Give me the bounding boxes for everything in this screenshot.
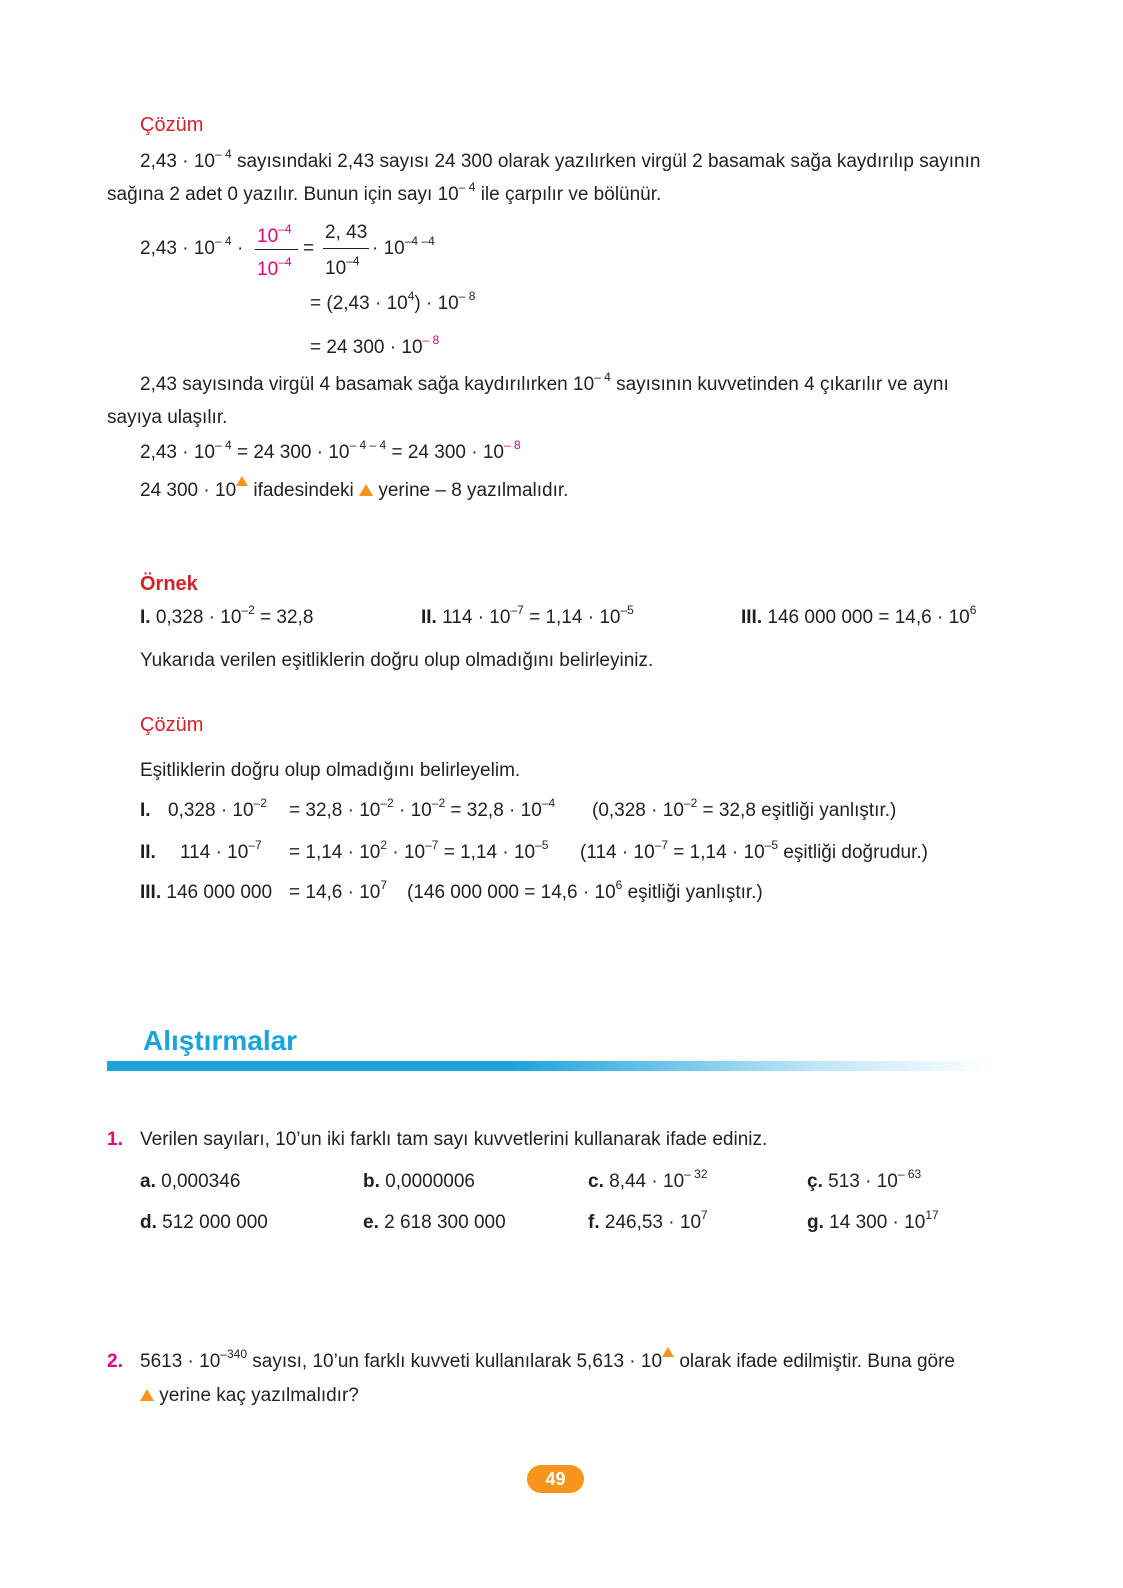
fraction2-bar bbox=[323, 248, 369, 249]
equals-sign: = bbox=[303, 238, 315, 259]
equation-4: $2,43 \cdot 10^{- 4} = 24$ $300 \cdot 10^{- 4 - 4} = 24$ $300 \cdot 10^{- 8}$ bbox=[140, 438, 521, 463]
solution2-line-1: $0,328 \cdot 10^{-2}$ bbox=[168, 796, 267, 821]
solution2-intro: Eşitliklerin doğru olup olmadığını belirleyelim. bbox=[140, 760, 521, 781]
solution1-paragraph-line2: sağına 2 adet 0 yazılır. Bunun için sayı $10^{- 4}$ ile çarpılır ve bölünür. bbox=[107, 180, 662, 205]
fraction2-denominator: $10^{-4}$ bbox=[325, 254, 360, 279]
example-item-2: II. $114 \cdot 10^{-7} = 1,14 \cdot 10^{-5}$ bbox=[421, 603, 634, 628]
example-heading: Örnek bbox=[140, 573, 198, 595]
equation-1-tail: · $10^{-4 -4}$ bbox=[372, 234, 435, 259]
solution2-line-3-rhs: = $14,6 \cdot 10^7$ bbox=[289, 878, 388, 903]
question-1-item-c-cedilla: ç. $513 \cdot 10^{- 63}$ bbox=[807, 1167, 922, 1192]
page-number: 49 bbox=[527, 1465, 584, 1493]
solution2-line-3-note: (146 000 $000 = 14,6 \cdot 10^6$ eşitliği yanlıştır.) bbox=[407, 878, 763, 903]
question-1-item-g: g. 14 $300 \cdot 10^{17}$ bbox=[807, 1208, 939, 1233]
equation-1-left: $2,43 \cdot 10^{- 4}$ · bbox=[140, 234, 244, 259]
solution2-line-2-note: ($114 \cdot 10^{-7} = 1,14 \cdot 10^{-5}$ eşitliği doğrudur.) bbox=[580, 838, 928, 863]
question-1-item-c: c. $8,44 \cdot 10^{- 32}$ bbox=[588, 1167, 708, 1192]
triangle-icon bbox=[359, 484, 373, 496]
solution2-line-2-rhs: = $1,14 \cdot 10^2 \cdot 10^{-7} = 1,14 \cdot 10^{-5}$ bbox=[289, 838, 549, 863]
solution1-conclusion: 24 300 · 10 ifadesindeki yerine – 8 yazılmalıdır. bbox=[140, 480, 568, 502]
question-2-number: 2. bbox=[107, 1351, 123, 1372]
example-item-3: III. 146 000 $000 = 14,6 \cdot 10^6$ bbox=[741, 603, 977, 628]
solution1-paragraph-line1: $2,43 \cdot 10^{- 4}$ sayısındaki 2,43 sayısı 24 300 olarak yazılırken virgül 2 basamak sağa kaydırılıp sayının bbox=[140, 147, 981, 172]
fraction2-numerator: 2, 43 bbox=[325, 222, 368, 243]
example-question: Yukarıda verilen eşitliklerin doğru olup olmadığını belirleyiniz. bbox=[140, 650, 654, 671]
question-1-item-b: b. 0,0000006 bbox=[363, 1171, 475, 1192]
question-1-item-d: d. 512 000 000 bbox=[140, 1212, 268, 1233]
solution2-line-1-label: I. bbox=[140, 800, 151, 821]
solution-heading-2: Çözüm bbox=[140, 714, 204, 736]
solution1-paragraph2-line2: sayıya ulaşılır. bbox=[107, 407, 228, 428]
triangle-icon bbox=[662, 1347, 674, 1357]
fraction-bar bbox=[255, 249, 298, 250]
example-item-1: I. $0,328 \cdot 10^{-2} = 32,8$ bbox=[140, 603, 314, 628]
solution2-line-1-rhs: = $32,8 \cdot 10^{-2} \cdot 10^{-2} = 32,8 \cdot 10^{-4}$ bbox=[289, 796, 556, 821]
question-1-item-e: e. 2 618 300 000 bbox=[363, 1212, 506, 1233]
triangle-icon bbox=[140, 1389, 154, 1401]
equation-2: = $(2,43 \cdot 10^4) \cdot 10^{- 8}$ bbox=[310, 289, 476, 314]
equation-3: = 24 $300 \cdot 10^{- 8}$ bbox=[310, 333, 440, 358]
exercises-title: Alıştırmalar bbox=[143, 1025, 298, 1056]
question-1-text: Verilen sayıları, 10’un iki farklı tam sayı kuvvetlerini kullanarak ifade ediniz. bbox=[140, 1129, 768, 1150]
question-2-text-line2: yerine kaç yazılmalıdır? bbox=[140, 1385, 359, 1407]
question-1-number: 1. bbox=[107, 1129, 123, 1150]
solution-heading-1: Çözüm bbox=[140, 114, 204, 136]
solution2-line-1-note: ($0,328 \cdot 10^{-2} = 32,8$ eşitliği yanlıştır.) bbox=[592, 796, 897, 821]
solution2-line-3: III. 146 000 000 bbox=[140, 882, 273, 903]
question-1-item-a: a. 0,000346 bbox=[140, 1171, 241, 1192]
solution2-line-2: $114 \cdot 10^{-7}$ bbox=[180, 838, 262, 863]
triangle-icon bbox=[236, 476, 248, 486]
fraction-numerator: $10^{-4}$ bbox=[257, 222, 292, 247]
solution1-paragraph2-line1: 2,43 sayısında virgül 4 basamak sağa kaydırılırken $10^{- 4}$ sayısının kuvvetinden 4 çıkarılır ve aynı bbox=[140, 370, 949, 395]
question-1-item-f: f. $246,53 \cdot 10^7$ bbox=[588, 1208, 708, 1233]
solution2-line-2-label: II. bbox=[140, 842, 156, 863]
exercises-title-bar bbox=[107, 1061, 995, 1071]
fraction-denominator: $10^{-4}$ bbox=[257, 255, 292, 280]
question-2-text-line1: $5613 \cdot 10^{-340}$ sayısı, 10’un farklı kuvveti kullanılarak 5,613 · 10 olarak ifade edilmiştir. Buna göre bbox=[140, 1347, 955, 1372]
